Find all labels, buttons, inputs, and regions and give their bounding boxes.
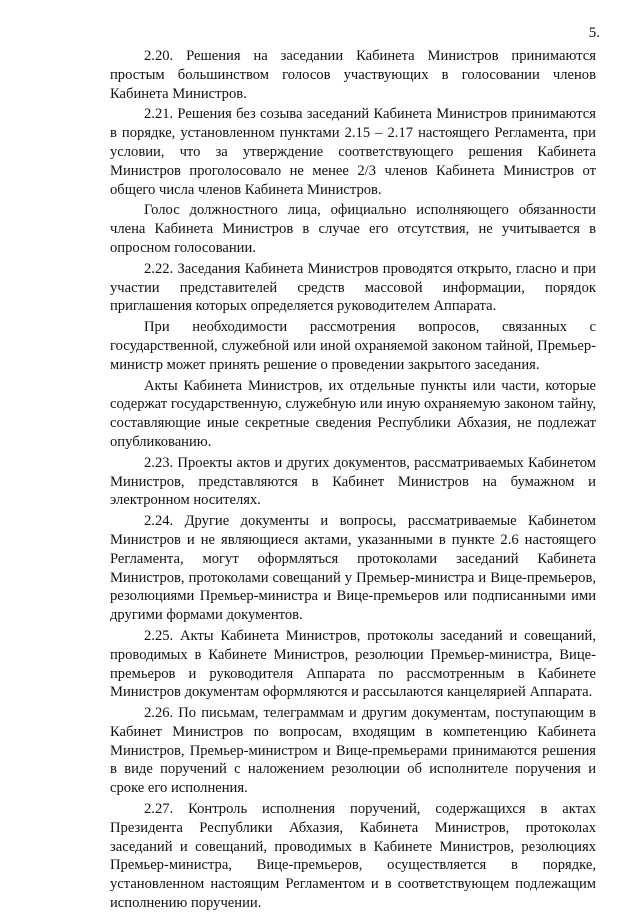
paragraph-2-24: 2.24. Другие документы и вопросы, рассматриваемые Кабинетом Министров и не являющиеся актами, указанными в пункте 2.6 настоящего Регламента, могут оформляться протоколами заседаний Кабинета Министров, протоколами совещаний у Премьер-министра и Вице-премьеров, резолюциями Премьер-министра и Вице-премьеров или подписанными ими другими формами документов. — [110, 513, 596, 624]
paragraph-2-20: 2.20. Решения на заседании Кабинета Министров принимаются простым большинством голосов участвующих в голосовании членов Кабинета Министров. — [110, 48, 596, 102]
paragraph-vote-substitute: Голос должностного лица, официально исполняющего обязанности члена Кабинета Министров в случае его отсутствия, не учитывается в опросном голосовании. — [110, 202, 596, 256]
paragraph-2-26: 2.26. По письмам, телеграммам и другим документам, поступающим в Кабинет Министров по вопросам, входящим в компетенцию Кабинета Министров, Премьер-министром и Вице-премьерами принимаются решения в виде поручений с наложением резолюции об исполнителе поручения и сроке его исполнения. — [110, 705, 596, 797]
paragraph-2-27: 2.27. Контроль исполнения поручений, содержащихся в актах Президента Республики Абхазия, Кабинета Министров, протоколах заседаний и совещаний, проводимых в Кабинете Министров, резолюциях Премьер-министра, Вице-премьеров, осуществляется в порядке, установленном настоящим Регламентом и в соответствующем подлежащим исполнению поручении. — [110, 801, 596, 912]
paragraph-2-25: 2.25. Акты Кабинета Министров, протоколы заседаний и совещаний, проводимых в Кабинете Министров, резолюции Премьер-министра, Вице-премьеров и руководителя Аппарата по рассмотренным в Кабинете Министров документам оформляются и рассылаются канцелярией Аппарата. — [110, 627, 596, 701]
page-number: 5. — [588, 25, 600, 41]
paragraph-2-21: 2.21. Решения без созыва заседаний Кабинета Министров принимаются в порядке, установленном пунктами 2.15 – 2.17 настоящего Регламента, при условии, что за утверждение соответствующего решения Кабинета Министров проголосовало не менее 2/3 членов Кабинета Министров от общего числа членов Кабинета Министров. — [110, 106, 596, 198]
document-body — [110, 47, 596, 913]
paragraph-2-23: 2.23. Проекты актов и других документов, рассматриваемых Кабинетом Министров, представляются в Кабинет Министров на бумажном и электронном носителях. — [110, 454, 596, 509]
paragraph-2-22: 2.22. Заседания Кабинета Министров проводятся открыто, гласно и при участии представителей средств массовой информации, порядок приглашения которых определяется руководителем Аппарата. — [110, 260, 596, 315]
paragraph-closed-session: При необходимости рассмотрения вопросов, связанных с государственной, служебной или иной охраняемой законом тайной, Премьер-министр может принять решение о проведении закрытого заседания. — [110, 319, 596, 373]
paragraph-secret-acts: Акты Кабинета Министров, их отдельные пункты или части, которые содержат государственную, служебную или иную охраняемую законом тайну, составляющие иные секретные сведения Республики Абхазия, не подлежат опубликованию. — [110, 377, 596, 450]
